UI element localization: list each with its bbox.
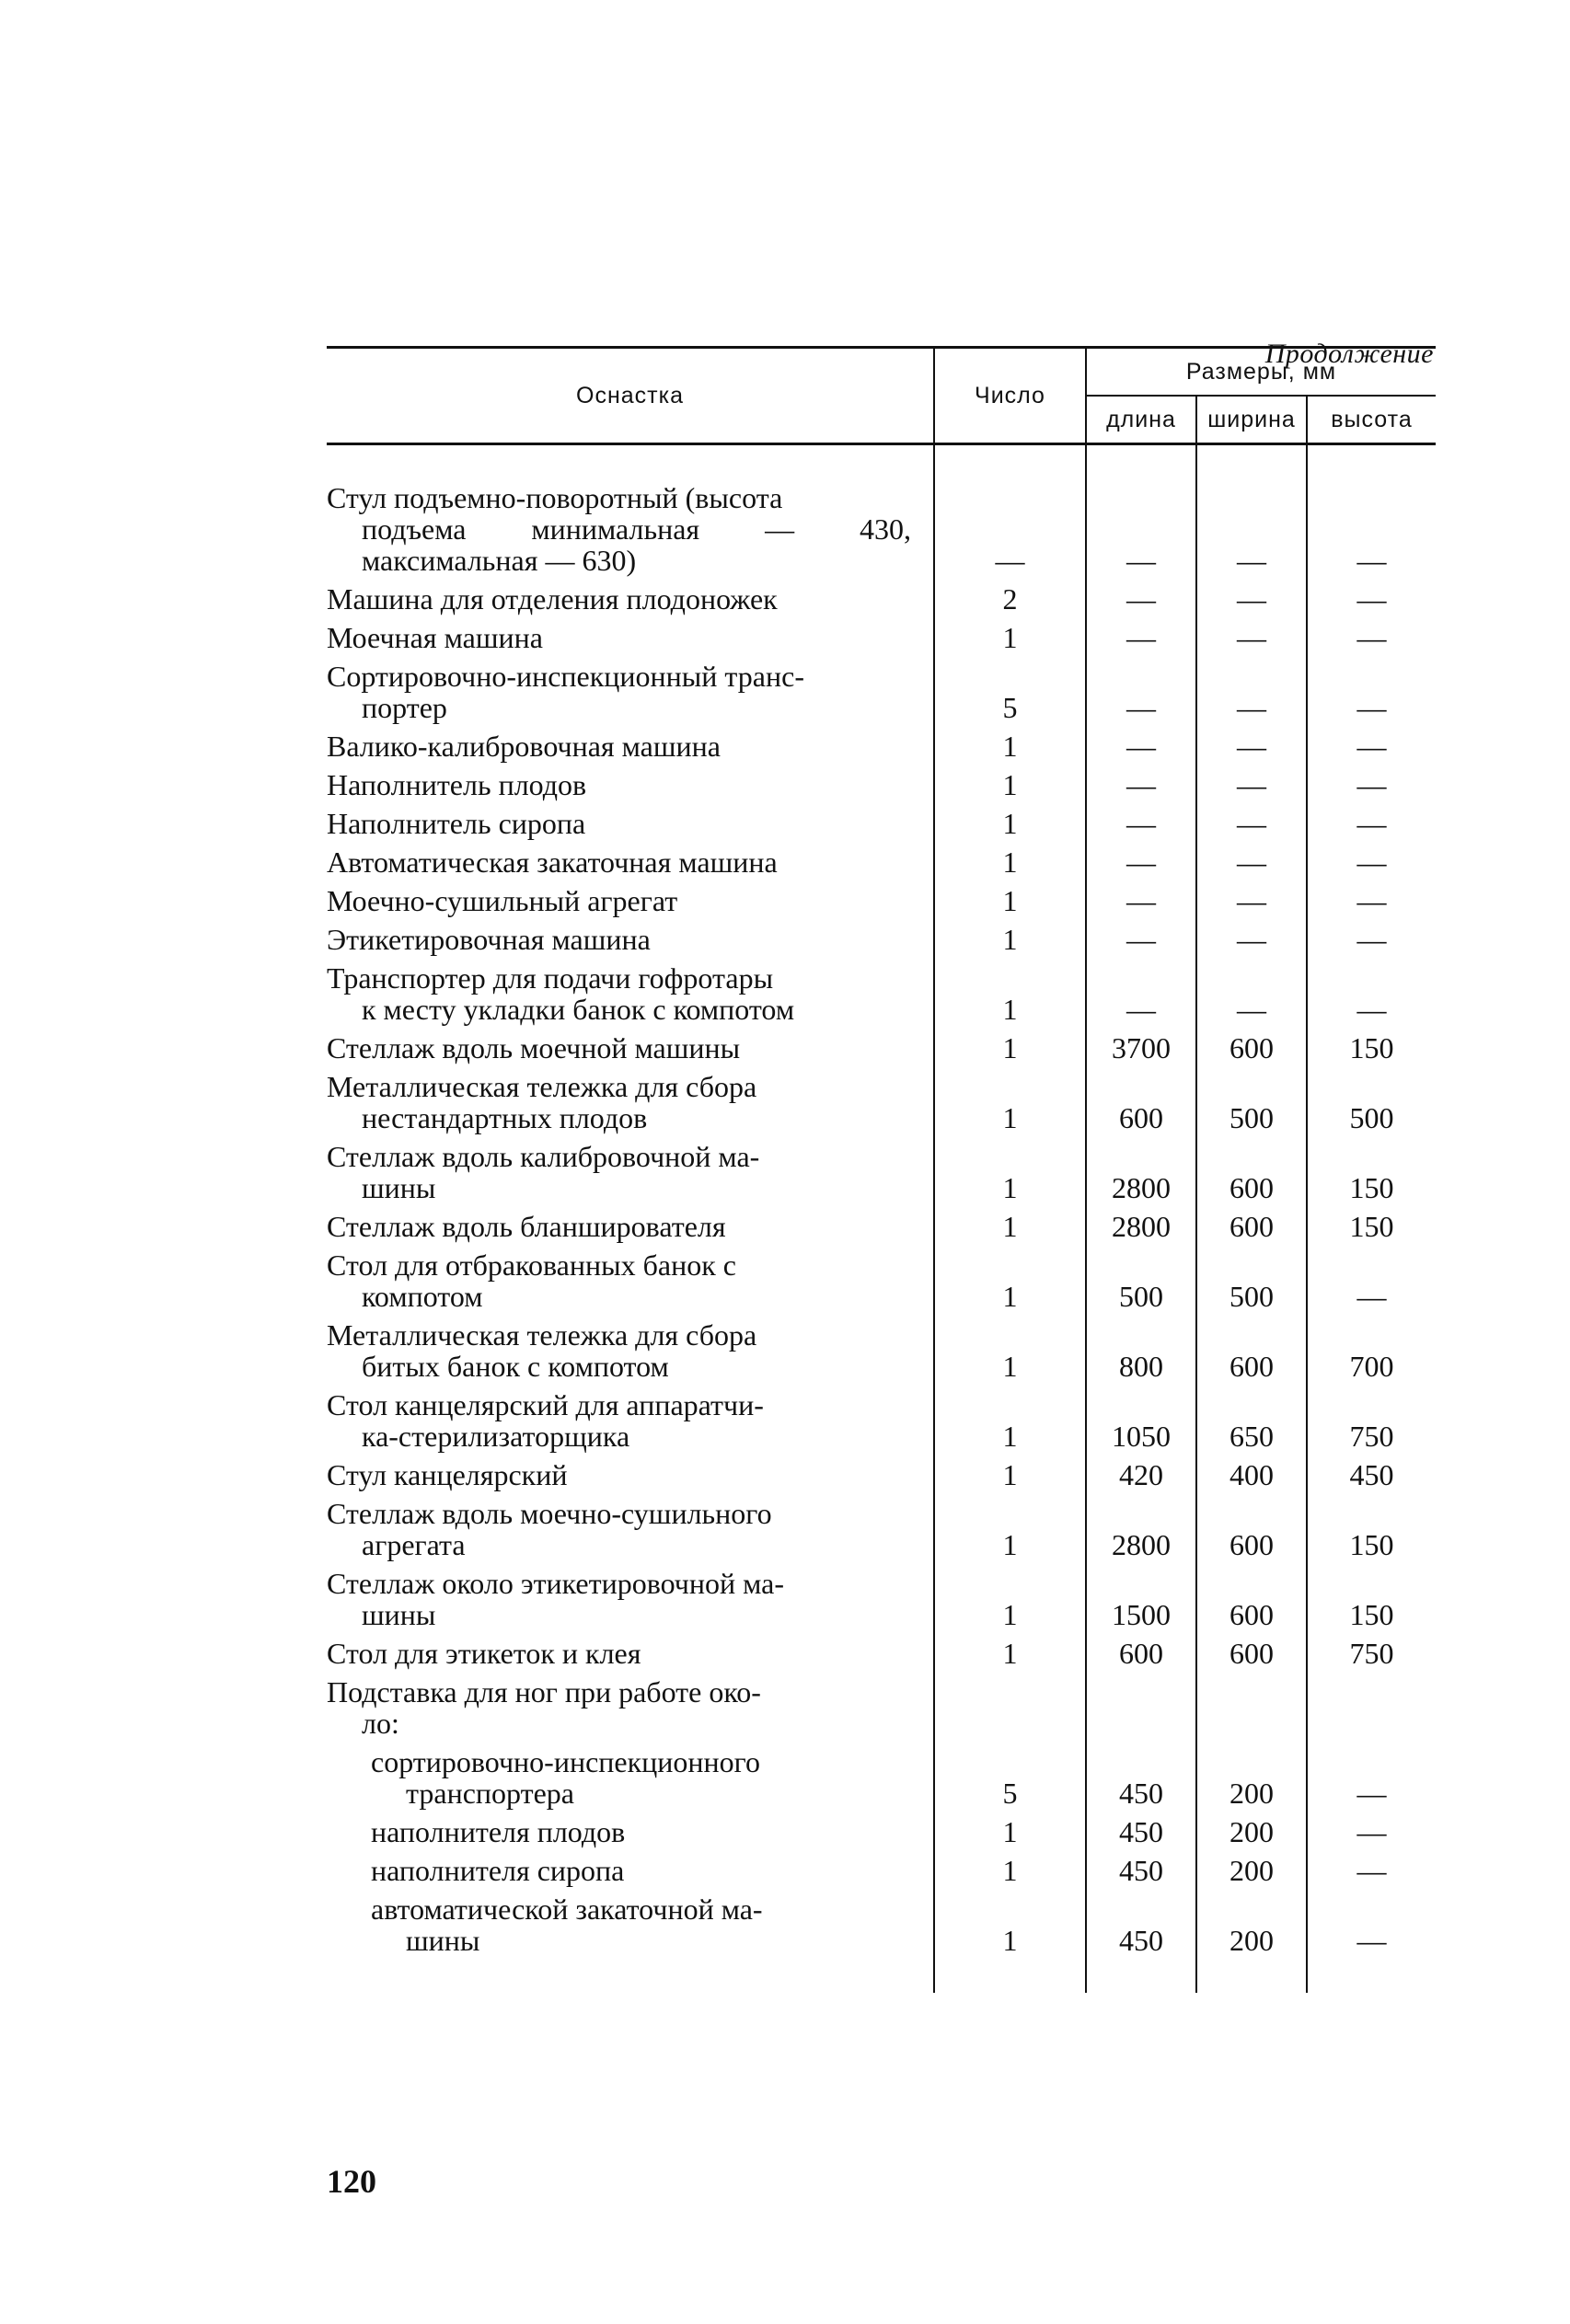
count-cell: 1 — [934, 1133, 1086, 1203]
table-row — [327, 1847, 1436, 1886]
length-cell: 2800 — [1086, 1203, 1196, 1242]
equipment-name-line: Стеллаж около этикетировочной ма- — [327, 1567, 785, 1600]
length-cell: 2800 — [1086, 1133, 1196, 1203]
table-row — [327, 762, 1436, 800]
equipment-name — [327, 1242, 934, 1312]
table-row — [327, 800, 1436, 839]
height-cell: 450 — [1307, 1452, 1436, 1490]
count-cell: 1 — [934, 1312, 1086, 1382]
equipment-name-line: Подставка для ног при работе око- — [327, 1675, 761, 1708]
header-length: длина — [1086, 396, 1196, 444]
count-cell: 1 — [934, 723, 1086, 762]
width-cell: 600 — [1196, 1203, 1307, 1242]
equipment-name-continuation: к месту укладки банок с компотом — [362, 993, 795, 1026]
length-cell: — — [1086, 800, 1196, 839]
empty-cell — [1086, 1669, 1196, 1739]
header-equipment: Оснастка — [327, 348, 934, 444]
equipment-name-line: Металлическая тележка для сбора — [327, 1070, 757, 1103]
equipment-name-line: Моечно-сушильный агрегат — [327, 884, 678, 917]
equipment-name-continuation: шины — [362, 1598, 436, 1631]
equipment-name-line: сортировочно-инспекционного — [371, 1745, 760, 1778]
height-cell: 700 — [1307, 1312, 1436, 1382]
count-cell: 1 — [934, 762, 1086, 800]
empty-cell — [1307, 1669, 1436, 1739]
equipment-name — [327, 762, 934, 800]
equipment-name-line: Этикетировочная машина — [327, 923, 651, 956]
equipment-name-line: наполнителя плодов — [371, 1815, 626, 1848]
equipment-name-continuation: транспортера — [406, 1777, 574, 1810]
equipment-name-line: Транспортер для подачи гофротары — [327, 961, 774, 995]
height-cell: — — [1307, 1886, 1436, 1993]
equipment-name — [327, 800, 934, 839]
table-row-group — [327, 1669, 1436, 1739]
equipment-name — [327, 839, 934, 878]
table-row — [327, 916, 1436, 955]
length-cell: 450 — [1086, 1809, 1196, 1847]
empty-cell — [934, 1669, 1086, 1739]
equipment-name-line: Стул канцелярский — [327, 1458, 568, 1491]
equipment-name-continuation: нестандартных плодов — [362, 1101, 648, 1134]
equipment-name — [327, 955, 934, 1025]
equipment-name-line: Стол канцелярский для аппаратчи- — [327, 1388, 764, 1421]
equipment-name — [327, 1133, 934, 1203]
count-cell: 1 — [934, 615, 1086, 653]
length-cell: — — [1086, 916, 1196, 955]
width-cell: 600 — [1196, 1560, 1307, 1630]
count-cell: 1 — [934, 1064, 1086, 1133]
table-row — [327, 1809, 1436, 1847]
length-cell: — — [1086, 878, 1196, 916]
width-cell: 650 — [1196, 1382, 1307, 1452]
table-row — [327, 1490, 1436, 1560]
width-cell: — — [1196, 839, 1307, 878]
width-cell: 500 — [1196, 1064, 1307, 1133]
table-row — [327, 1560, 1436, 1630]
table-row — [327, 723, 1436, 762]
width-cell: — — [1196, 878, 1307, 916]
equipment-name-line: наполнителя сиропа — [371, 1854, 625, 1887]
width-cell: 600 — [1196, 1312, 1307, 1382]
count-cell: 2 — [934, 576, 1086, 615]
table-row — [327, 1739, 1436, 1809]
table-row — [327, 1312, 1436, 1382]
height-cell: — — [1307, 653, 1436, 723]
length-cell: 500 — [1086, 1242, 1196, 1312]
length-cell: 420 — [1086, 1452, 1196, 1490]
table-row — [327, 1203, 1436, 1242]
length-cell: 3700 — [1086, 1025, 1196, 1064]
length-cell: 450 — [1086, 1886, 1196, 1993]
height-cell: — — [1307, 1809, 1436, 1847]
count-cell: 1 — [934, 800, 1086, 839]
count-cell: 1 — [934, 1560, 1086, 1630]
equipment-name-continuation: битых банок с компотом — [362, 1350, 669, 1383]
table-row — [327, 1382, 1436, 1452]
length-cell: 2800 — [1086, 1490, 1196, 1560]
equipment-name-line: Моечная машина — [327, 621, 543, 654]
height-cell: — — [1307, 955, 1436, 1025]
header-dimensions: Размеры, мм — [1086, 348, 1436, 397]
width-cell: — — [1196, 723, 1307, 762]
table-row — [327, 1064, 1436, 1133]
equipment-name — [327, 878, 934, 916]
width-cell: 400 — [1196, 1452, 1307, 1490]
table-row — [327, 1025, 1436, 1064]
height-cell: 150 — [1307, 1203, 1436, 1242]
count-cell: 1 — [934, 1382, 1086, 1452]
table-header — [327, 348, 1436, 444]
width-cell: — — [1196, 444, 1307, 577]
table-row — [327, 878, 1436, 916]
table-row — [327, 1630, 1436, 1669]
equipment-name — [327, 444, 934, 577]
equipment-name — [327, 653, 934, 723]
table-body — [327, 444, 1436, 1994]
header-count: Число — [934, 348, 1086, 444]
equipment-name-continuation: шины — [362, 1171, 436, 1204]
equipment-name — [327, 1560, 934, 1630]
count-cell: 1 — [934, 955, 1086, 1025]
equipment-name-continuation: агрегата — [362, 1528, 466, 1561]
equipment-name — [327, 1452, 934, 1490]
count-cell: 1 — [934, 1242, 1086, 1312]
width-cell: — — [1196, 762, 1307, 800]
width-cell: — — [1196, 955, 1307, 1025]
length-cell: — — [1086, 955, 1196, 1025]
length-cell: 600 — [1086, 1064, 1196, 1133]
equipment-name — [327, 1739, 934, 1809]
equipment-name — [327, 1025, 934, 1064]
equipment-name-line: Стеллаж вдоль бланширователя — [327, 1210, 726, 1243]
height-cell: — — [1307, 916, 1436, 955]
height-cell: — — [1307, 1847, 1436, 1886]
equipment-name — [327, 1203, 934, 1242]
count-cell: 1 — [934, 1025, 1086, 1064]
equipment-name — [327, 1630, 934, 1669]
table-row — [327, 576, 1436, 615]
width-cell: — — [1196, 800, 1307, 839]
height-cell: — — [1307, 762, 1436, 800]
table-row — [327, 1242, 1436, 1312]
width-cell: 200 — [1196, 1739, 1307, 1809]
equipment-name-line: автоматической закаточной ма- — [371, 1893, 763, 1926]
table-row — [327, 653, 1436, 723]
height-cell: 150 — [1307, 1133, 1436, 1203]
count-cell: 5 — [934, 1739, 1086, 1809]
continuation-label: Продолжение — [1264, 339, 1434, 369]
length-cell: — — [1086, 723, 1196, 762]
height-cell: 150 — [1307, 1025, 1436, 1064]
height-cell: — — [1307, 615, 1436, 653]
equipment-name-line: Металлическая тележка для сбора — [327, 1318, 757, 1352]
length-cell: 1500 — [1086, 1560, 1196, 1630]
height-cell: — — [1307, 839, 1436, 878]
height-cell: 150 — [1307, 1560, 1436, 1630]
equipment-name — [327, 576, 934, 615]
width-cell: — — [1196, 576, 1307, 615]
header-width: ширина — [1196, 396, 1307, 444]
count-cell: 1 — [934, 1203, 1086, 1242]
height-cell: — — [1307, 800, 1436, 839]
equipment-name-line: Стеллаж вдоль моечной машины — [327, 1031, 741, 1064]
equipment-table — [327, 346, 1436, 1993]
count-cell: 1 — [934, 878, 1086, 916]
equipment-name — [327, 1064, 934, 1133]
table-row — [327, 1452, 1436, 1490]
length-cell: 450 — [1086, 1847, 1196, 1886]
equipment-name-line: Наполнитель плодов — [327, 768, 587, 801]
equipment-name-line: Машина для отделения плодоножек — [327, 582, 778, 616]
equipment-name — [327, 1847, 934, 1886]
width-cell: 600 — [1196, 1025, 1307, 1064]
width-cell: 600 — [1196, 1133, 1307, 1203]
height-cell: 750 — [1307, 1382, 1436, 1452]
count-cell: 5 — [934, 653, 1086, 723]
length-cell: — — [1086, 762, 1196, 800]
height-cell: 150 — [1307, 1490, 1436, 1560]
width-cell: 200 — [1196, 1886, 1307, 1993]
equipment-name-line: Валико-калибровочная машина — [327, 730, 721, 763]
width-cell: — — [1196, 916, 1307, 955]
table-row — [327, 444, 1436, 577]
equipment-name — [327, 1809, 934, 1847]
equipment-name-line: Сортировочно-инспекционный транс- — [327, 660, 804, 693]
equipment-name-line: Стул подъемно-поворотный (высота — [327, 481, 783, 514]
count-cell: 1 — [934, 1809, 1086, 1847]
equipment-name-line: Стол для отбракованных банок с — [327, 1248, 736, 1282]
header-height: высота — [1307, 396, 1436, 444]
empty-cell — [1196, 1669, 1307, 1739]
table-row — [327, 955, 1436, 1025]
equipment-name-continuation: компотом — [362, 1280, 483, 1313]
height-cell: — — [1307, 723, 1436, 762]
height-cell: 500 — [1307, 1064, 1436, 1133]
table-row — [327, 1133, 1436, 1203]
height-cell: — — [1307, 878, 1436, 916]
count-cell: 1 — [934, 839, 1086, 878]
length-cell: — — [1086, 615, 1196, 653]
height-cell: — — [1307, 444, 1436, 577]
equipment-name — [327, 1382, 934, 1452]
length-cell: — — [1086, 839, 1196, 878]
equipment-name-continuation: шины — [406, 1924, 480, 1957]
equipment-name — [327, 615, 934, 653]
length-cell: — — [1086, 653, 1196, 723]
count-cell: 1 — [934, 1490, 1086, 1560]
width-cell: 600 — [1196, 1630, 1307, 1669]
width-cell: — — [1196, 653, 1307, 723]
equipment-name — [327, 1312, 934, 1382]
equipment-name — [327, 723, 934, 762]
width-cell: 200 — [1196, 1847, 1307, 1886]
equipment-name — [327, 1490, 934, 1560]
equipment-name-continuation: портер — [362, 691, 447, 724]
width-cell: — — [1196, 615, 1307, 653]
count-cell: — — [934, 444, 1086, 577]
height-cell: 750 — [1307, 1630, 1436, 1669]
length-cell: — — [1086, 444, 1196, 577]
equipment-name-line: Наполнитель сиропа — [327, 807, 586, 840]
equipment-name-line: Стол для этикеток и клея — [327, 1637, 641, 1670]
equipment-name — [327, 1669, 934, 1739]
count-cell: 1 — [934, 1886, 1086, 1993]
width-cell: 500 — [1196, 1242, 1307, 1312]
height-cell: — — [1307, 1242, 1436, 1312]
table-row — [327, 615, 1436, 653]
table-row — [327, 1886, 1436, 1993]
length-cell: 450 — [1086, 1739, 1196, 1809]
height-cell: — — [1307, 1739, 1436, 1809]
count-cell: 1 — [934, 1452, 1086, 1490]
equipment-name-line: Стеллаж вдоль моечно-сушильного — [327, 1497, 772, 1530]
equipment-name — [327, 916, 934, 955]
width-cell: 600 — [1196, 1490, 1307, 1560]
equipment-name-line: Стеллаж вдоль калибровочной ма- — [327, 1140, 760, 1173]
equipment-name-continuation: ло: — [362, 1707, 399, 1740]
equipment-name-line: Автоматическая закаточная машина — [327, 846, 778, 879]
length-cell: — — [1086, 576, 1196, 615]
count-cell: 1 — [934, 1847, 1086, 1886]
length-cell: 800 — [1086, 1312, 1196, 1382]
length-cell: 600 — [1086, 1630, 1196, 1669]
count-cell: 1 — [934, 1630, 1086, 1669]
equipment-name-continuation: подъема минимальная — 430, максимальная — 630) — [362, 512, 911, 577]
height-cell: — — [1307, 576, 1436, 615]
equipment-name — [327, 1886, 934, 1993]
length-cell: 1050 — [1086, 1382, 1196, 1452]
count-cell: 1 — [934, 916, 1086, 955]
width-cell: 200 — [1196, 1809, 1307, 1847]
equipment-name-continuation: ка-стерилизаторщика — [362, 1420, 630, 1453]
table-row — [327, 839, 1436, 878]
page-number: 120 — [327, 2163, 376, 2200]
